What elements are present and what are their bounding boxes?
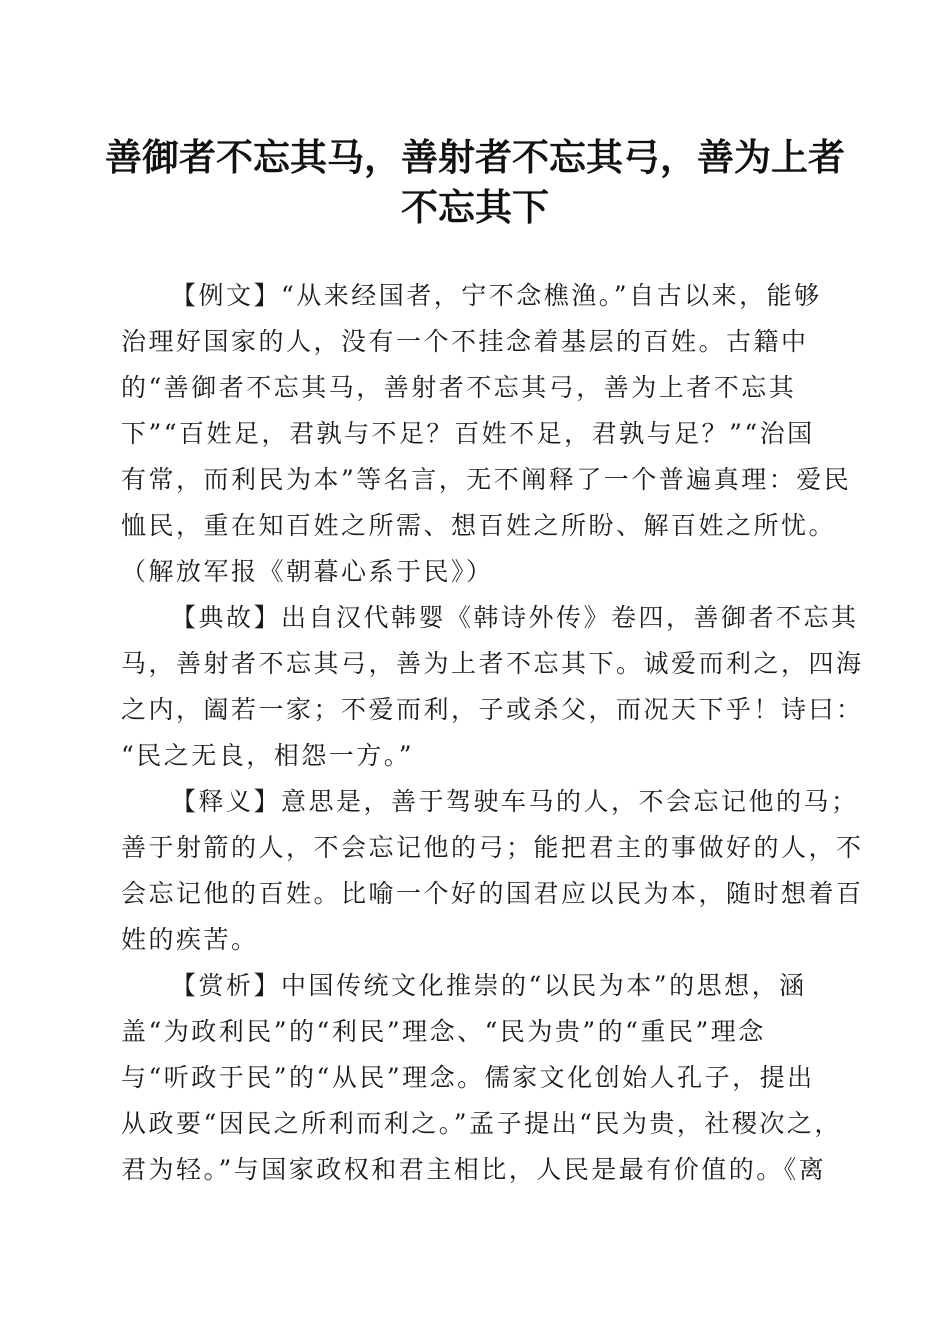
paragraph-analysis (121, 963, 842, 1193)
text-line: 善于射箭的人，不会忘记他的弓；能把君主的事做好的人，不 (121, 833, 864, 862)
text-line: 的“善御者不忘其马，善射者不忘其弓，善为上者不忘其 (121, 373, 797, 402)
text-line: 恤民，重在知百姓之所需、想百姓之所盼、解百姓之所忧。 (121, 511, 837, 540)
text-line: 从政要“因民之所利而利之。”孟子提出“民为贵，社稷次之， (121, 1109, 842, 1138)
text-line: 有常，而利民为本”等名言，无不阐释了一个普遍真理：爱民 (121, 465, 852, 494)
text-line: 【释义】意思是，善于驾驶车马的人，不会忘记他的马； (171, 787, 859, 816)
text-line: “民之无良，相怨一方。” (121, 741, 415, 770)
text-line: 马，善射者不忘其弓，善为上者不忘其下。诚爱而利之，四海 (121, 649, 864, 678)
title-line-1: 善御者不忘其马，善射者不忘其弓，善为上者 (105, 135, 845, 179)
text-line: 治理好国家的人，没有一个不挂念着基层的百姓。古籍中 (121, 327, 809, 356)
text-line: 【赏析】中国传统文化推崇的“以民为本”的思想，涵 (171, 971, 807, 1000)
text-line: 与“听政于民”的“从民”理念。儒家文化创始人孔子，提出 (121, 1063, 815, 1092)
paragraph-meaning (121, 779, 864, 963)
paragraph-example (121, 273, 852, 595)
text-line: 会忘记他的百姓。比喻一个好的国君应以民为本，随时想着百 (121, 879, 864, 908)
text-line: 之内，阖若一家；不爱而利，子或杀父，而况天下乎！诗曰： (121, 695, 864, 724)
article-body (121, 273, 864, 1193)
title-line-2: 不忘其下 (401, 185, 549, 229)
text-line: 盖“为政利民”的“利民”理念、“民为贵”的“重民”理念 (121, 1017, 766, 1046)
page-title (100, 132, 850, 232)
text-line: （解放军报《朝暮心系于民》） (121, 557, 494, 586)
paragraph-allusion (121, 595, 864, 779)
text-line: 君为轻。”与国家政权和君主相比，人民是最有价值的。《离 (121, 1155, 827, 1184)
text-line: 【典故】出自汉代韩婴《韩诗外传》卷四，善御者不忘其 (171, 603, 859, 632)
text-line: 姓的疾苦。 (121, 925, 259, 954)
text-line: 【例文】“从来经国者，宁不念樵渔。”自古以来，能够 (171, 281, 822, 310)
text-line: 下”“百姓足，君孰与不足？百姓不足，君孰与足？”“治国 (121, 419, 815, 448)
